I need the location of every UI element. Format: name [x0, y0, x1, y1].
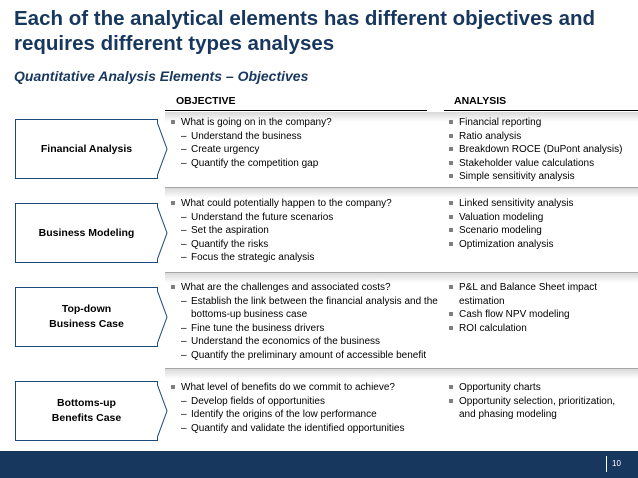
objective-header: OBJECTIVE — [176, 95, 236, 107]
footer-bar — [0, 451, 638, 478]
chevron-arrow-icon — [156, 203, 168, 263]
chevron-arrow-icon — [156, 287, 168, 347]
objective-item: – Quantify and validate the identified opportunities — [170, 422, 440, 436]
chevron-arrow-icon — [156, 119, 168, 179]
objective-item: – Create urgency — [170, 143, 440, 157]
row-label-box — [15, 119, 158, 179]
row-label: Top-down Business Case — [49, 303, 124, 330]
objective-item: – Set the aspiration — [170, 224, 440, 238]
objective-item: – Establish the link between the financial analysis and the bottoms-up business case — [170, 295, 442, 322]
analysis-item: Breakdown ROCE (DuPont analysis) — [448, 143, 638, 157]
analysis-header-underline — [444, 110, 638, 111]
objective-list — [170, 281, 442, 363]
objective-item: – Focus the strategic analysis — [170, 251, 440, 265]
analysis-item: Optimization analysis — [448, 238, 638, 252]
objective-question: What are the challenges and associated costs? — [170, 281, 442, 295]
analysis-item: Simple sensitivity analysis — [448, 170, 638, 184]
objective-item: – Fine tune the business drivers — [170, 322, 442, 336]
analysis-list — [448, 281, 618, 335]
analysis-list — [448, 116, 638, 184]
objective-item: – Quantify the competition gap — [170, 157, 440, 171]
objective-item: – Understand the economics of the business — [170, 335, 442, 349]
objective-question: What could potentially happen to the company? — [170, 197, 440, 211]
row-label-box — [15, 381, 158, 441]
row-label: Bottoms-up Benefits Case — [51, 397, 122, 424]
row-label: Business Modeling — [38, 226, 135, 239]
analysis-item: Stakeholder value calculations — [448, 157, 638, 171]
row-label: Financial Analysis — [40, 142, 133, 155]
analysis-list — [448, 381, 628, 422]
analysis-item: Ratio analysis — [448, 130, 638, 144]
analysis-item: Opportunity selection, prioritization, and phasing modeling — [448, 395, 628, 422]
objective-header-underline — [165, 110, 427, 111]
objective-item: – Understand the business — [170, 130, 440, 144]
objective-list — [170, 381, 440, 435]
analysis-header: ANALYSIS — [454, 95, 507, 107]
objective-list — [170, 116, 440, 170]
analysis-list — [448, 197, 638, 251]
analysis-item: P&L and Balance Sheet impact estimation — [448, 281, 618, 308]
page-number: 10 — [612, 459, 621, 468]
analysis-item: Valuation modeling — [448, 211, 638, 225]
analysis-item: ROI calculation — [448, 322, 618, 336]
objective-item: – Identify the origins of the low performance — [170, 408, 440, 422]
analysis-item: Opportunity charts — [448, 381, 628, 395]
objective-item: – Quantify the preliminary amount of accessible benefit — [170, 349, 442, 363]
objective-item: – Develop fields of opportunities — [170, 395, 440, 409]
footer-divider — [606, 456, 607, 472]
row-label-box — [15, 287, 158, 347]
analysis-item: Cash flow NPV modeling — [448, 308, 618, 322]
page-title: Each of the analytical elements has different objectives and requires different types analyses — [14, 7, 596, 55]
chevron-arrow-icon — [156, 381, 168, 441]
objective-question: What level of benefits do we commit to achieve? — [170, 381, 440, 395]
page-subtitle: Quantitative Analysis Elements – Objectives — [14, 68, 309, 84]
row-shade — [165, 369, 638, 379]
objective-item: – Quantify the risks — [170, 238, 440, 252]
analysis-item: Scenario modeling — [448, 224, 638, 238]
row-label-box — [15, 203, 158, 263]
analysis-item: Financial reporting — [448, 116, 638, 130]
objective-list — [170, 197, 440, 265]
objective-question: What is going on in the company? — [170, 116, 440, 130]
objective-item: – Understand the future scenarios — [170, 211, 440, 225]
analysis-item: Linked sensitivity analysis — [448, 197, 638, 211]
